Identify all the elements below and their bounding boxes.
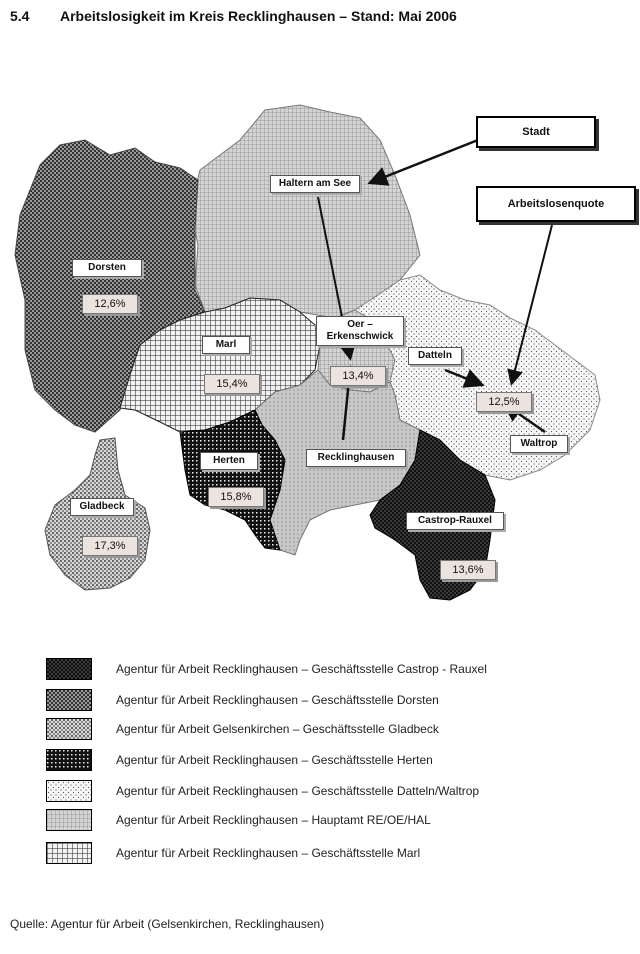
legend-label: Agentur für Arbeit Recklinghausen – Geschäftsstelle Marl <box>116 846 421 860</box>
legend-item-dorsten <box>46 689 606 711</box>
label-gladbeck: Gladbeck <box>70 498 134 516</box>
legend-item-herten <box>46 749 606 771</box>
label-datteln: Datteln <box>408 347 462 365</box>
datteln-pattern-swatch <box>46 780 92 802</box>
haupt-pattern-swatch <box>46 809 92 831</box>
rate-callout: Arbeitslosenquote <box>476 186 636 222</box>
source-note: Quelle: Agentur für Arbeit (Gelsenkirchen, Recklinghausen) <box>10 917 325 931</box>
legend-label: Agentur für Arbeit Recklinghausen – Hauptamt RE/OE/HAL <box>116 813 431 827</box>
rate-oer: 13,4% <box>330 366 386 386</box>
label-castrop: Castrop-Rauxel <box>406 512 504 530</box>
legend-label: Agentur für Arbeit Recklinghausen – Geschäftsstelle Castrop - Rauxel <box>116 662 487 676</box>
page-title: Arbeitslosigkeit im Kreis Recklinghausen – Stand: Mai 2006 <box>60 8 457 24</box>
label-haltern: Haltern am See <box>270 175 360 193</box>
label-waltrop: Waltrop <box>510 435 568 453</box>
legend-item-gladbeck <box>46 718 606 740</box>
legend-label: Agentur für Arbeit Recklinghausen – Geschäftsstelle Herten <box>116 753 433 767</box>
label-recklinghausen: Recklinghausen <box>306 449 406 467</box>
legend-item-castrop <box>46 658 606 680</box>
herten-pattern-swatch <box>46 749 92 771</box>
region-haltern <box>190 105 420 318</box>
marl-pattern-swatch <box>46 842 92 864</box>
rate-castrop: 13,6% <box>440 560 496 580</box>
legend-item-marl <box>46 842 606 864</box>
label-oer <box>316 316 404 346</box>
rate-dorsten: 12,6% <box>82 294 138 314</box>
label-dorsten: Dorsten <box>72 259 142 277</box>
rate-datteln: 12,5% <box>476 392 532 412</box>
city-callout: Stadt <box>476 116 596 148</box>
gladbeck-pattern-swatch <box>46 718 92 740</box>
rate-gladbeck: 17,3% <box>82 536 138 556</box>
label-herten: Herten <box>200 452 258 470</box>
legend-item-haupt <box>46 809 606 831</box>
label-oer-line2: Erkenschwick <box>326 331 394 342</box>
legend-label: Agentur für Arbeit Recklinghausen – Geschäftsstelle Dorsten <box>116 693 439 707</box>
rate-herten: 15,8% <box>208 487 264 507</box>
label-marl: Marl <box>202 336 250 354</box>
legend-label: Agentur für Arbeit Gelsenkirchen – Geschäftsstelle Gladbeck <box>116 722 439 736</box>
castrop-pattern-swatch <box>46 658 92 680</box>
dorsten-pattern-swatch <box>46 689 92 711</box>
legend-label: Agentur für Arbeit Recklinghausen – Geschäftsstelle Datteln/Waltrop <box>116 784 480 798</box>
section-number: 5.4 <box>10 8 30 24</box>
legend-item-datteln <box>46 780 606 802</box>
label-oer-line1: Oer – <box>347 319 373 330</box>
rate-marl: 15,4% <box>204 374 260 394</box>
